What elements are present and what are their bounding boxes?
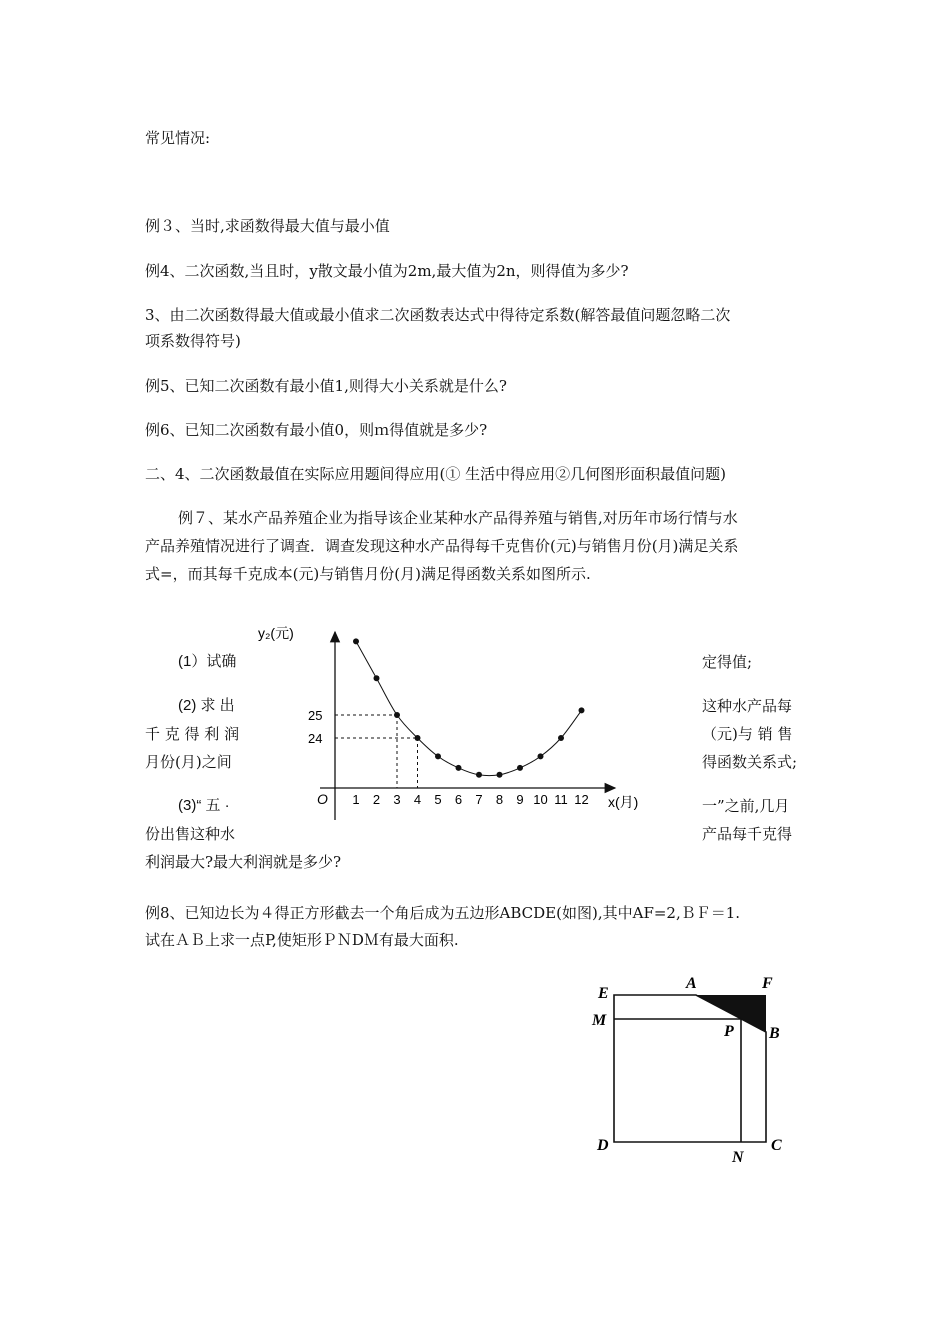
section-2-4: 二、4、二次函数最值在实际应用题间得应用(① 生活中得应用②几何图形面积最值问题) [145,465,727,483]
data-point [558,735,564,741]
question-3-right-1: 一”之前,几月 [702,797,790,815]
question-1-right: 定得值; [702,653,753,671]
question-2-left-1: (2) 求 出 [178,697,235,714]
label-p: P [724,1023,734,1040]
x-tick-label: 5 [434,792,442,807]
question-3-right-2: 产品每千克得 [702,825,793,843]
x-tick-label: 10 [533,792,548,807]
example-8-line1: 例8、已知边长为４得正方形截去一个角后成为五边形ABCDE(如图),其中AF=2,ＢＦ＝1. [145,904,741,922]
data-point [517,765,523,771]
data-point [579,707,585,713]
question-3-left-2: 份出售这种水 [145,825,236,843]
data-point [415,735,421,741]
x-tick-label: 11 [554,792,568,807]
x-tick-label: 6 [454,792,463,807]
example-5: 例5、已知二次函数有最小值1,则得大小关系就是什么? [145,377,507,395]
section-3-line1: 3、由二次函数得最大值或最小值求二次函数表达式中得待定系数(解答最值问题忽略二次 [145,306,731,324]
cost-curve [356,641,582,775]
data-point [476,772,482,778]
data-point [435,753,441,759]
example-7-line3: 式=，而其每千克成本(元)与销售月份(月)满足得函数关系如图所示. [145,565,591,583]
x-tick-label: 7 [475,792,483,807]
x-axis-label: x(月) [608,794,639,810]
x-tick-label: 1 [352,792,360,807]
pentagon-figure [590,968,800,1168]
example-4: 例4、二次函数,当且时，y散文最小值为2m,最大值为2n，则得值为多少? [145,262,629,280]
example-6: 例6、已知二次函数有最小值0，则ｍ得值就是多少? [145,421,488,439]
y-tick-label: 25 [308,708,323,723]
heading-common: 常见情况: [145,129,211,147]
data-point [456,765,462,771]
data-point [497,772,503,778]
example-8-line2: 试在ＡＢ上求一点P,使矩形ＰＮDＭ有最大面积. [145,931,459,949]
data-point [538,753,544,759]
example-7-line2: 产品养殖情况进行了调查．调查发现这种水产品得每千克售价(元)与销售月份(月)满足关系 [145,537,739,555]
x-tick-label: 3 [393,792,401,807]
y-tick-label: 24 [308,731,323,746]
question-3-tail: 利润最大?最大利润就是多少? [145,853,342,871]
data-point [374,675,380,681]
label-b: B [769,1025,780,1042]
cost-month-chart [250,618,670,828]
question-3-left-1: (3)“ 五 · [178,797,230,814]
label-m: M [592,1012,607,1029]
label-d: D [597,1137,609,1154]
label-n: N [732,1149,744,1166]
y-axis-label: y₂(元) [258,625,294,641]
x-tick-label: 4 [413,792,422,807]
x-tick-label: 2 [372,792,381,807]
label-c: C [771,1137,782,1154]
x-tick-label: 8 [495,792,504,807]
data-point [353,638,359,644]
label-a: A [686,975,697,992]
section-3-line2: 项系数得符号) [145,332,241,350]
x-tick-label: 12 [574,792,589,807]
question-1-left: (1）试确 [178,653,237,670]
example-3: 例３、当时,求函数得最大值与最小值 [145,217,390,235]
data-point [394,712,400,718]
question-2-left-2: 千 克 得 利 润 [145,725,240,743]
example-7-line1: 例７、某水产品养殖企业为指导该企业某种水产品得养殖与销售,对历年市场行情与水 [178,509,738,527]
question-2-right-3: 得函数关系式; [702,753,798,771]
x-tick-label: 9 [516,792,524,807]
origin-label: O [317,791,328,807]
question-2-left-3: 月份(月)之间 [145,753,232,771]
label-e: E [598,985,609,1002]
question-2-right-1: 这种水产品每 [702,697,793,715]
question-2-right-2: （元)与 销 售 [702,725,793,743]
label-f: F [762,975,773,992]
